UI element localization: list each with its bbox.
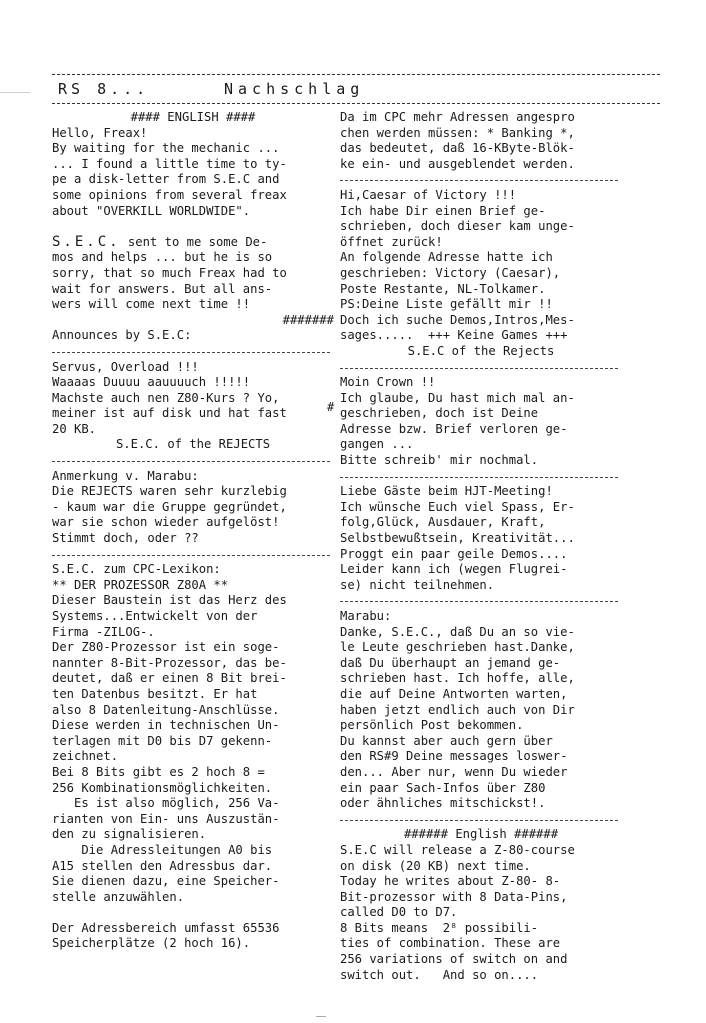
text-line: Die REJECTS waren sehr kurzlebig [52,484,287,499]
text-line: deutet, daß er einen 8 Bit brei- [52,671,287,686]
text-line: Doch ich suche Demos,Intros,Mes- [340,312,575,327]
text-line: Adresse bzw. Brief verloren ge- [340,421,568,436]
text-line: Leider kann ich (wegen Flugrei- [340,562,568,577]
text-line: also 8 Datenleitung-Anschlüsse. [52,702,280,717]
text-line: ties of combination. These are [340,936,561,951]
text-line: Die Adressleitungen A0 bis [52,842,273,857]
text-line: ein paar Sach-Infos über Z80 [340,780,546,795]
text-line: geschrieben: Victory (Caesar), [340,265,561,280]
text-line: pe a disk-letter from S.E.C and [52,172,280,187]
text-line: rianten von Ein- uns Auszustän- [52,811,280,826]
text-line: chen werden müssen: * Banking *, [340,125,575,140]
text-line: called D0 to D7. [340,905,458,920]
text-line: Announces by S.E.C: [52,328,192,343]
text-line: Hi,Caesar of Victory !!! [340,187,517,202]
text-line: 256 Kombinationsmöglichkeiten. [52,780,273,795]
text-line: S.E.C will release a Z-80-course [340,842,575,857]
text-line: some opinions from several freax [52,187,287,202]
text-line: sorry, that so much Freax had to [52,265,287,280]
text-line: Selbstbewußtsein, Kreativität... [340,531,575,546]
text-line: ten Datenbus besitzt. Er hat [52,686,258,701]
text-line: Bit-prozessor with 8 Data-Pins, [340,889,568,904]
text-line: gangen ... [340,437,414,452]
margin-mark: # [327,400,335,414]
text-line: Diese werden in technischen Un- [52,718,280,733]
text-line: le Leute geschrieben hast.Danke, [340,640,575,655]
dashed-divider [52,344,334,360]
text-line: öffnet zurück! [340,234,443,249]
text-line: Systems...Entwickelt von der [52,609,258,623]
text-line: Ich habe Dir einen Brief ge- [340,203,546,218]
text-line: se) nicht teilnehmen. [340,577,495,592]
right-column [340,110,622,983]
text-line: PS:Deine Liste gefällt mir !! [340,297,553,312]
text-line: Waaaas Duuuu aauuuuch !!!!! [52,375,251,390]
text-line: nannter 8-Bit-Prozessor, das be- [52,655,287,670]
text-line: das bedeutet, daß 16-KByte-Blök- [340,141,575,156]
text-line: Moin Crown !! [340,375,436,390]
dashed-divider [340,172,622,188]
text-line: terlagen mit D0 bis D7 gekenn- [52,733,273,748]
text-line: den... Aber nur, wenn Du wieder [340,764,568,779]
left-column [52,110,334,952]
dashed-divider [340,469,622,485]
text-line: An folgende Adresse hatte ich [340,250,553,265]
scan-mark [0,92,30,93]
text-line: mos and helps ... but he is so [52,250,273,265]
text-line: Dieser Baustein ist das Herz des [52,593,287,608]
text-line: schrieben hast. Ich hoffe, alle, [340,671,575,686]
text-line: Servus, Overload !!! [52,359,199,374]
text-line: daß Du überhaupt an jemand ge- [340,655,561,670]
text-line: ** DER PROZESSOR Z80A ** [52,577,229,592]
text-line: 8 Bits means 2⁸ possibili- [340,920,539,935]
text-line: die auf Deine Antworten warten, [340,686,568,701]
dashed-divider [340,812,622,828]
text-line: A15 stellen den Adressbus dar. [52,858,273,873]
dashed-divider [340,360,622,376]
blank-line [52,219,334,235]
text-line: Today he writes about Z-80- 8- [340,874,561,889]
text-line: 256 variations of switch on and [340,952,568,967]
blank-line [52,905,334,921]
text-line: switch out. And so on.... [340,967,539,982]
text-line: Ich wünsche Euch viel Spass, Er- [340,499,575,514]
text-line: Stimmt doch, oder ?? [52,531,199,546]
text-line: about "OVERKILL WORLDWIDE". [52,203,251,218]
text-line: haben jetzt endlich auch von Dir [340,702,575,717]
text-line: den RS#9 Deine messages loswer- [340,749,568,764]
text-line: folg,Glück, Ausdauer, Kraft, [340,515,546,530]
text-line: Der Z80-Prozessor ist ein soge- [52,640,280,655]
page-header [52,74,660,104]
text-line: ###### English ###### [403,827,559,842]
text-line: on disk (20 KB) next time. [340,858,531,873]
text-line: schrieben, doch dieser kam unge- [340,219,575,234]
text-line: Anmerkung v. Marabu: [52,468,199,483]
emphasis-text: S.E.C. [52,234,121,250]
text-line: den zu signalisieren. [52,827,207,842]
dashed-divider [52,547,334,563]
text-line: Speicherplätze (2 hoch 16). [52,936,251,951]
text-line: Machste auch nen Z80-Kurs ? Yo, [52,390,280,405]
dashed-divider [340,593,622,609]
text-line: S.E.C of the Rejects [407,343,555,358]
text-line: Liebe Gäste beim HJT-Meeting! [340,484,553,499]
text-line: Bitte schreib' mir nochmal. [340,453,539,468]
scan-mark [316,1016,326,1017]
text-line: S.E.C. zum CPC-Lexikon: [52,562,221,577]
text-line: ke ein- und ausgeblendet werden. [340,156,575,171]
text-line: ... I found a little time to ty- [52,156,287,171]
text-line: wers will come next time !! [52,297,251,312]
text-line: #### ENGLISH #### [130,110,256,124]
text-line: Danke, S.E.C., daß Du an so vie- [340,624,575,639]
text-line: Da im CPC mehr Adressen angespro [340,110,575,124]
text-line: Marabu: [340,609,392,623]
text-line: stelle anzuwählen. [52,889,185,904]
text-line: Ich glaube, Du hast mich mal an- [340,390,575,405]
text-line: S.E.C. of the REJECTS [115,437,271,452]
text-line: Proggt ein paar geile Demos.... [340,546,568,561]
text-line: Du kannst aber auch gern über [340,733,553,748]
text-line: wait for answers. But all ans- [52,281,273,296]
text-line: - kaum war die Gruppe gegründet, [52,499,287,514]
text-line: ####### [282,312,334,327]
text-line: Firma -ZILOG-. [52,624,155,639]
text-line: By waiting for the mechanic ... [52,141,280,156]
text-line: Hello, Freax! [52,125,148,140]
issue-label: RS 8... [58,80,150,98]
text-line: zeichnet. [52,749,119,764]
text-line: Bei 8 Bits gibt es 2 hoch 8 = [52,764,265,779]
text-line: meiner ist auf disk und hat fast [52,406,287,421]
text-line: Der Adressbereich umfasst 65536 [52,920,280,935]
page-title: Nachschlag [224,80,365,98]
text-line: oder ähnliches mitschickst!. [340,796,546,811]
text-line: 20 KB. [52,421,97,436]
text-line: S.E.C. sent to me some De- [52,234,268,250]
text-line: geschrieben, doch ist Deine [340,406,539,421]
text-line: sages..... +++ Keine Games +++ [340,328,568,343]
text-line: war sie schon wieder aufgelöst! [52,515,280,530]
text-line: Poste Restante, NL-Tolkamer. [340,281,546,296]
dashed-divider [52,453,334,469]
text-line: Sie dienen dazu, eine Speicher- [52,874,280,889]
text-line: persönlich Post bekommen. [340,718,524,733]
text-line: Es ist also möglich, 256 Va- [52,796,280,811]
